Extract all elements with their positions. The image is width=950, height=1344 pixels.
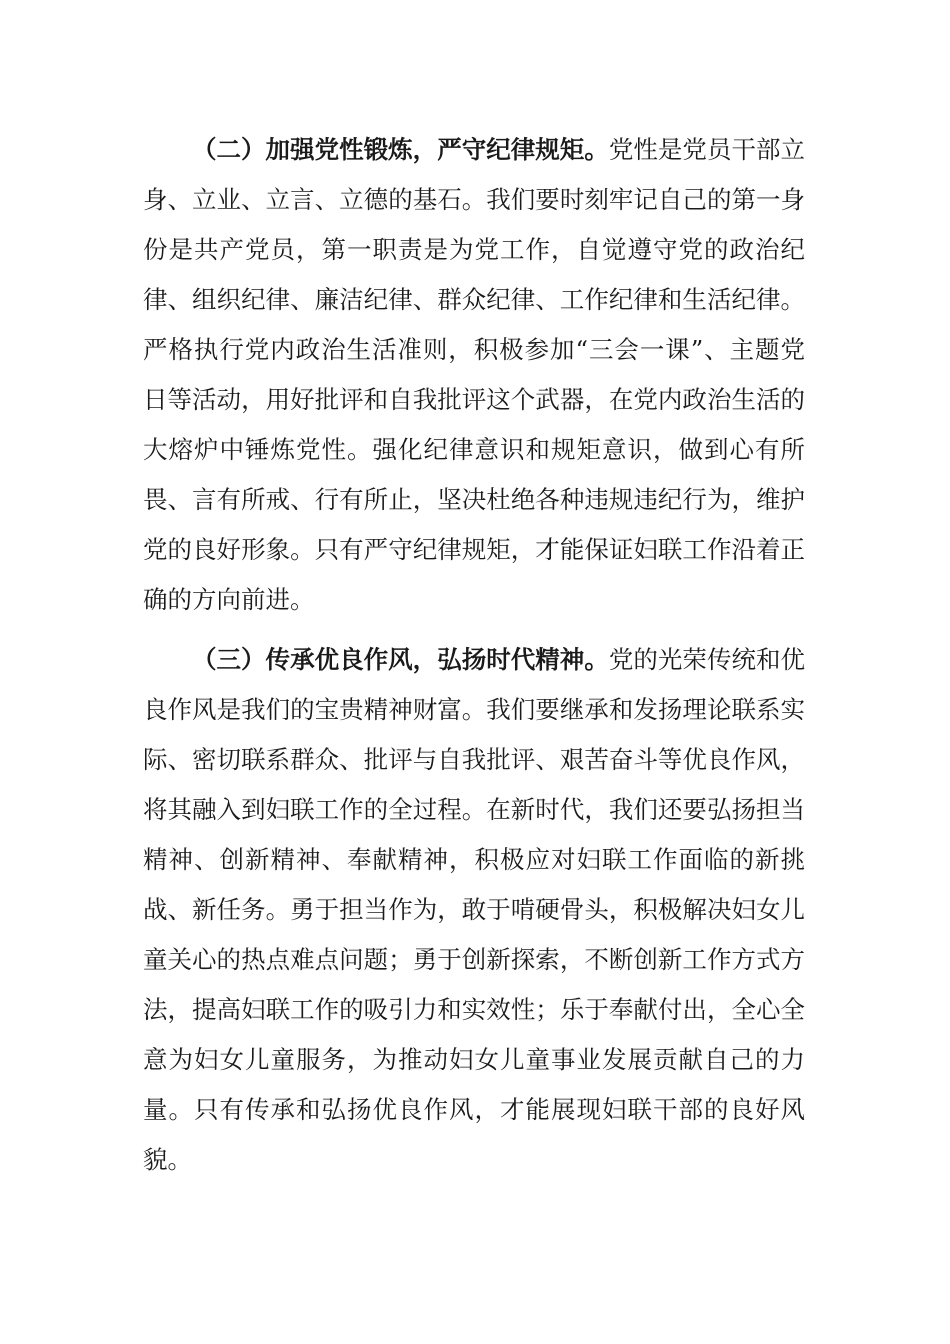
paragraph-discipline bbox=[143, 125, 805, 625]
paragraph-style bbox=[143, 635, 805, 1185]
paragraph-body: 党的光荣传统和优良作风是我们的宝贵精神财富。我们要继承和发扬理论联系实际、密切联系群众、批评与自我批评、艰苦奋斗等优良作风，将其融入到妇联工作的全过程。在新时代，我们还要弘扬担当精神、创新精神、奉献精神，积极应对妇联工作面临的新挑战、新任务。勇于担当作为，敢于啃硬骨头，积极解决妇女儿童关心的热点难点问题；勇于创新探索，不断创新工作方式方法，提高妇联工作的吸引力和实效性；乐于奉献付出，全心全意为妇女儿童服务，为推动妇女儿童事业发展贡献自己的力量。只有传承和弘扬优良作风，才能展现妇联干部的良好风貌。 bbox=[143, 645, 806, 1174]
document-page bbox=[143, 125, 805, 1195]
paragraph-body: 党性是党员干部立身、立业、立言、立德的基石。我们要时刻牢记自己的第一身份是共产党员，第一职责是为党工作，自觉遵守党的政治纪律、组织纪律、廉洁纪律、群众纪律、工作纪律和生活纪律。严格执行党内政治生活准则，积极参加“三会一课”、主题党日等活动，用好批评和自我批评这个武器，在党内政治生活的大熔炉中锤炼党性。强化纪律意识和规矩意识，做到心有所畏、言有所戒、行有所止，坚决杜绝各种违规违纪行为，维护党的良好形象。只有严守纪律规矩，才能保证妇联工作沿着正确的方向前进。 bbox=[143, 135, 806, 614]
section-heading: （二）加强党性锻炼，严守纪律规矩。 bbox=[192, 135, 609, 164]
section-heading: （三）传承优良作风，弘扬时代精神。 bbox=[192, 645, 609, 674]
